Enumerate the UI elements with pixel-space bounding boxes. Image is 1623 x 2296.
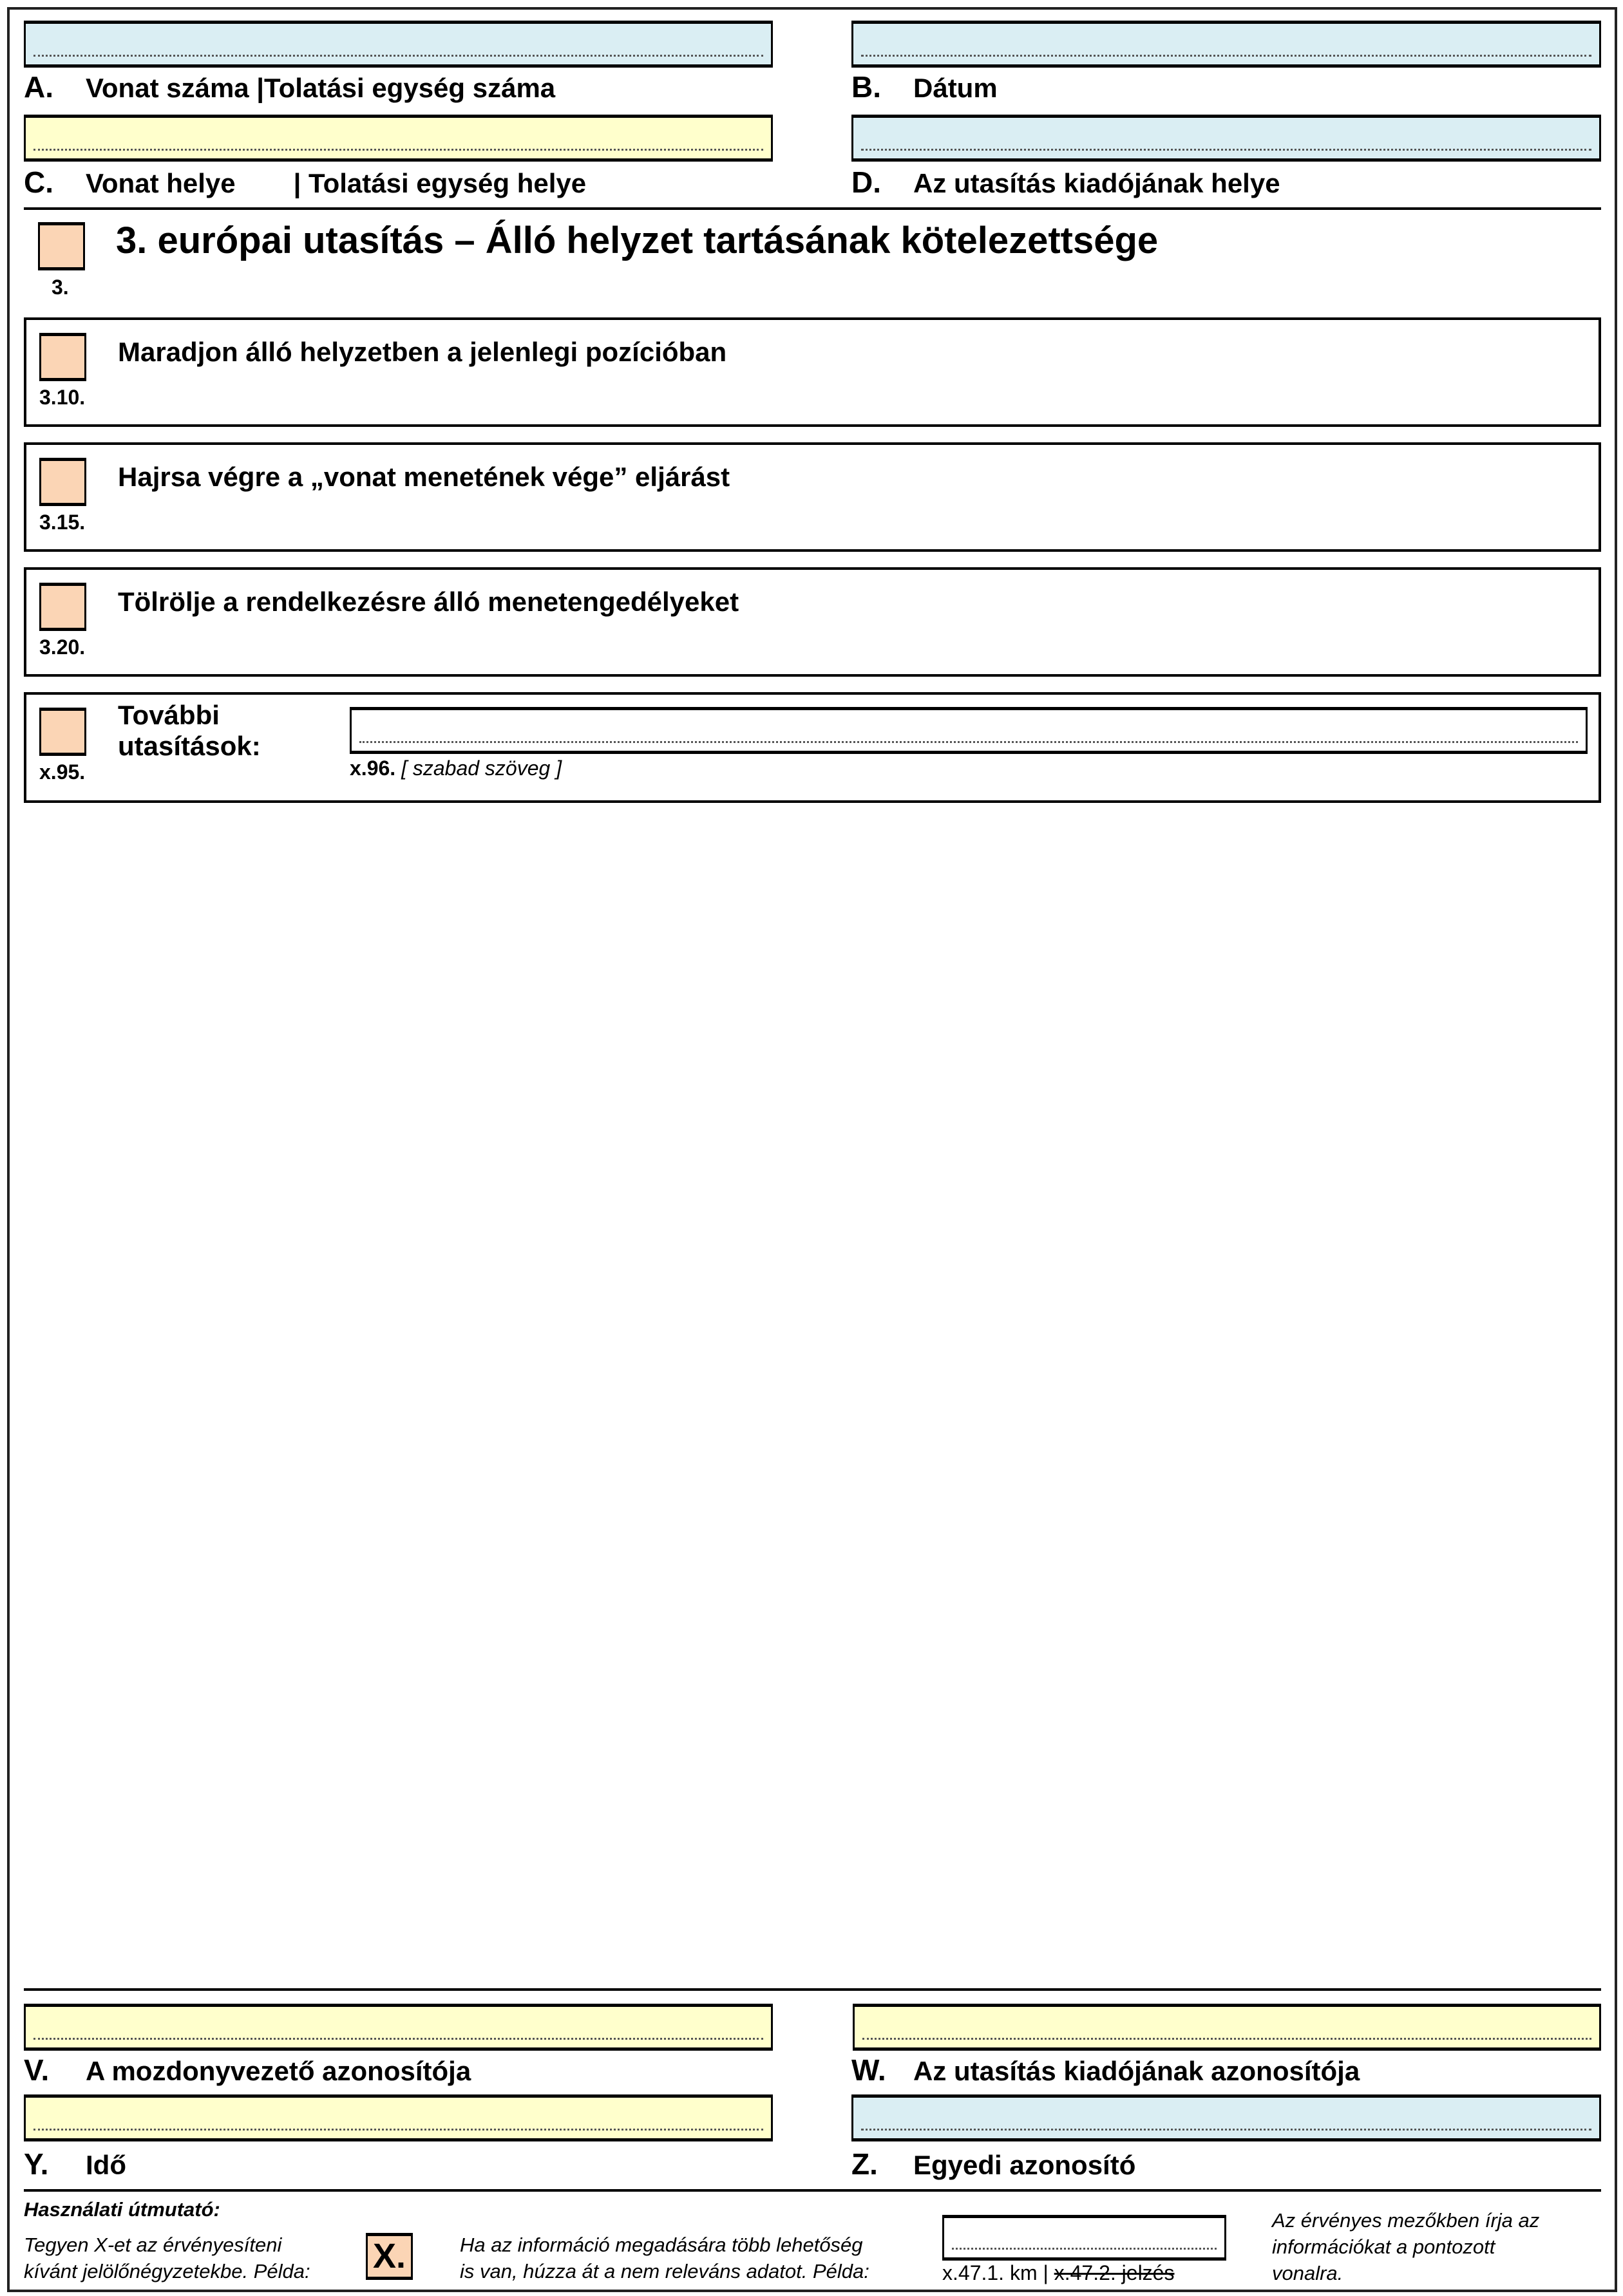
letter-d: D. bbox=[851, 165, 881, 199]
usage-heading: Használati útmutató: bbox=[24, 2198, 220, 2221]
example-separator: | bbox=[1043, 2261, 1049, 2284]
tick-line-1: Tegyen X-et az érvényesíteni bbox=[24, 2234, 282, 2256]
train-number-label bbox=[24, 70, 555, 104]
example-checkbox: X. bbox=[366, 2233, 413, 2280]
section-number: 3.20. bbox=[39, 635, 86, 659]
letter-y: Y. bbox=[24, 2147, 49, 2181]
time-label bbox=[24, 2147, 126, 2181]
date-label bbox=[851, 70, 998, 104]
example-option-b: x.47.2. jelzés bbox=[1054, 2261, 1175, 2284]
label-a: Vonat száma |Tolatási egység száma bbox=[86, 73, 556, 103]
section-text: Tölrölje a rendelkezésre álló menetengedélyeket bbox=[118, 587, 739, 617]
field-number: x.96. bbox=[350, 757, 396, 780]
section-number: 3.15. bbox=[39, 511, 86, 534]
free-text-caption bbox=[350, 757, 562, 780]
unique-id-field[interactable] bbox=[851, 2094, 1601, 2141]
label-c2: | Tolatási egység helye bbox=[293, 168, 587, 198]
divider bbox=[24, 1988, 1601, 1991]
strike-line-2: is van, húzza át a nem releváns adatot. Példa: bbox=[460, 2260, 869, 2282]
train-number-field[interactable] bbox=[24, 21, 773, 68]
dotted-line-3: vonalra. bbox=[1272, 2262, 1343, 2284]
label-c: Vonat helye bbox=[86, 168, 236, 198]
example-field bbox=[942, 2215, 1226, 2261]
dotted-instruction bbox=[1272, 2207, 1539, 2286]
label-v: A mozdonyvezető azonosítója bbox=[86, 2056, 471, 2086]
letter-z: Z. bbox=[851, 2147, 878, 2181]
field-hint: [ szabad szöveg ] bbox=[401, 757, 562, 780]
divider bbox=[24, 2189, 1601, 2192]
example-options bbox=[942, 2261, 1174, 2285]
train-location-field[interactable] bbox=[24, 115, 773, 162]
checkbox-3-10[interactable] bbox=[39, 333, 86, 381]
train-location-label bbox=[24, 165, 586, 200]
label-b: Dátum bbox=[913, 73, 998, 103]
tick-line-2: kívánt jelölőnégyzetekbe. Példa: bbox=[24, 2260, 310, 2282]
driver-id-field[interactable] bbox=[24, 2004, 773, 2051]
extra-label-2: utasítások: bbox=[118, 731, 261, 761]
strike-line-1: Ha az információ megadására több lehetőség bbox=[460, 2234, 863, 2256]
letter-c: C. bbox=[24, 165, 53, 199]
dotted-line-1: Az érvényes mezőkben írja az bbox=[1272, 2209, 1540, 2232]
section-text: Hajrsa végre a „vonat menetének vége” eljárást bbox=[118, 462, 730, 492]
driver-id-label bbox=[24, 2053, 471, 2087]
issuer-location-field[interactable] bbox=[851, 115, 1601, 162]
unique-id-label bbox=[851, 2147, 1135, 2181]
letter-w: W. bbox=[851, 2053, 886, 2087]
checkbox-3-15[interactable] bbox=[39, 458, 86, 506]
label-z: Egyedi azonosító bbox=[913, 2150, 1136, 2180]
extra-label bbox=[118, 700, 261, 762]
title-checkbox[interactable] bbox=[38, 222, 85, 270]
letter-b: B. bbox=[851, 70, 881, 104]
title-number: 3. bbox=[52, 276, 69, 299]
page-title: 3. európai utasítás – Álló helyzet tartásának kötelezettsége bbox=[116, 220, 1159, 261]
checkbox-3-20[interactable] bbox=[39, 583, 86, 631]
dotted-line-2: információkat a pontozott bbox=[1272, 2235, 1495, 2258]
extra-label-1: További bbox=[118, 700, 220, 730]
label-d: Az utasítás kiadójának helye bbox=[913, 168, 1280, 198]
label-y: Idő bbox=[86, 2150, 126, 2180]
free-text-field[interactable] bbox=[350, 707, 1588, 754]
date-field[interactable] bbox=[851, 21, 1601, 68]
divider bbox=[24, 207, 1601, 210]
letter-v: V. bbox=[24, 2053, 50, 2087]
issuer-id-field[interactable] bbox=[853, 2004, 1601, 2051]
instruction-3-15 bbox=[24, 442, 1601, 552]
label-w: Az utasítás kiadójának azonosítója bbox=[913, 2056, 1360, 2086]
time-field[interactable] bbox=[24, 2094, 773, 2141]
issuer-id-label bbox=[851, 2053, 1360, 2087]
example-option-a: x.47.1. km bbox=[942, 2261, 1038, 2284]
letter-a: A. bbox=[24, 70, 53, 104]
instruction-extra bbox=[24, 692, 1601, 803]
strike-instruction bbox=[460, 2232, 869, 2284]
instruction-3-10 bbox=[24, 317, 1601, 427]
section-number: 3.10. bbox=[39, 386, 86, 409]
checkbox-x-95[interactable] bbox=[39, 708, 86, 756]
instruction-3-20 bbox=[24, 567, 1601, 677]
issuer-location-label bbox=[851, 165, 1280, 200]
tick-instruction bbox=[24, 2232, 310, 2284]
section-text: Maradjon álló helyzetben a jelenlegi pozícióban bbox=[118, 337, 727, 367]
section-number: x.95. bbox=[39, 760, 86, 784]
